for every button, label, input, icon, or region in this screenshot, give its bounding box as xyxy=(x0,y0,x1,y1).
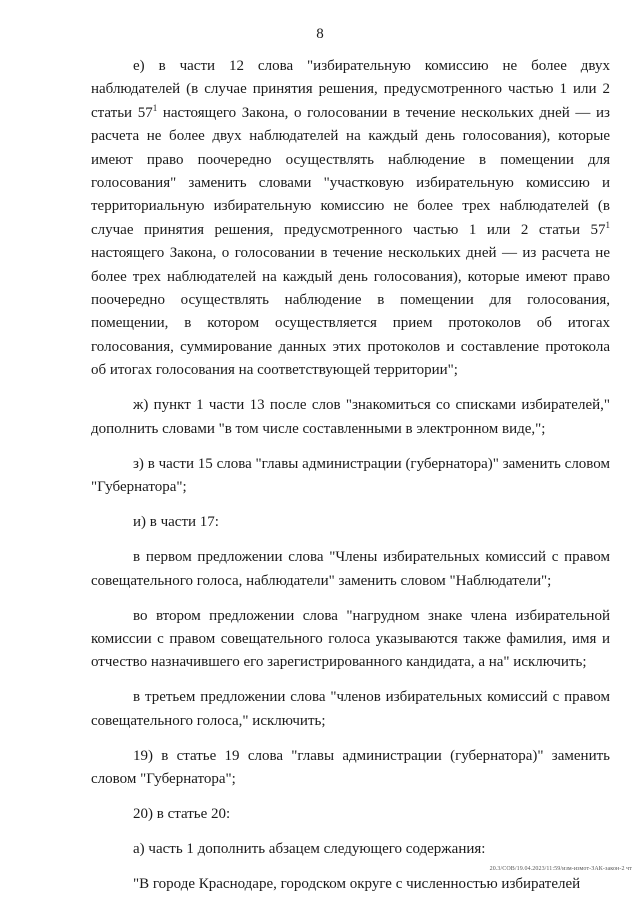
paragraph-e-part-2: настоящего Закона, о голосовании в течение нескольких дней — из расчета не более двух наблюдателей на каждый день голосования), которые имеют право поочередно осуществлять наблюдение в помещении для голосования" заменить словами "участковую избирательную комиссию и территориальную избирательную комиссию не более трех наблюдателей (в случае принятия решения, предусмотренного частью 1 или 2 статьи 57 xyxy=(91,104,610,238)
paragraph-e xyxy=(91,55,610,383)
paragraph-item-20: 20) в статье 20: xyxy=(133,806,231,823)
paragraph-e-part-3: настоящего Закона, о голосовании в течение нескольких дней — из расчета не более трех наблюдателей на каждый день голосования), которые имеют право поочередно осуществлять наблюдение в помещении для голосования, помещении, в котором осуществляется прием протоколов об итогах голосования, суммирование данных этих протоколов и составление протокола об итогах голосования на соответствующей территории"; xyxy=(91,245,610,379)
paragraph-quote-start: "В городе Краснодаре, городском округе с численностью избирателей xyxy=(133,876,581,893)
superscript-1: 1 xyxy=(152,102,158,113)
paragraph-first-sentence: в первом предложении слова "Члены избирательных комиссий с правом совещательного голоса, наблюдатели" заменить словом "Наблюдатели"; xyxy=(91,549,610,589)
paragraph-second-sentence: во втором предложении слова "нагрудном знаке члена избирательной комиссии с правом совещательного голоса указываются также фамилия, имя и отчество назначившего его зарегистрированного кандидата, а на" исключить; xyxy=(91,607,610,671)
paragraph-third-sentence: в третьем предложении слова "членов избирательных комиссий с правом совещательного голоса," исключить; xyxy=(91,689,610,729)
paragraph-zh: ж) пункт 1 части 13 после слов "знакомиться со списками избирателей," дополнить словами "в том числе составленными в электронном виде,"; xyxy=(91,397,610,437)
paragraph-item-19: 19) в статье 19 слова "главы администрации (губернатора)" заменить словом "Губернатора"; xyxy=(91,747,610,788)
superscript-2: 1 xyxy=(605,219,610,230)
paragraph-z: з) в части 15 слова "главы администрации (губернатора)" заменить словом "Губернатора"; xyxy=(91,455,610,496)
paragraph-e-part-1: е) в части 12 слова "избирательную комиссию не более двух наблюдателей (в случае принятия решения, предусмотренного частью 1 или 2 статьи 57 xyxy=(91,58,610,121)
footer-document-code: 20.3/СОВ/19.04.2023/11:59/изм-измот-ЗАК-закон-2 чт xyxy=(489,866,632,872)
paragraph-i: и) в части 17: xyxy=(133,514,219,531)
document-body xyxy=(91,55,610,897)
page-number: 8 xyxy=(316,26,324,42)
paragraph-a: а) часть 1 дополнить абзацем следующего содержания: xyxy=(133,841,486,858)
